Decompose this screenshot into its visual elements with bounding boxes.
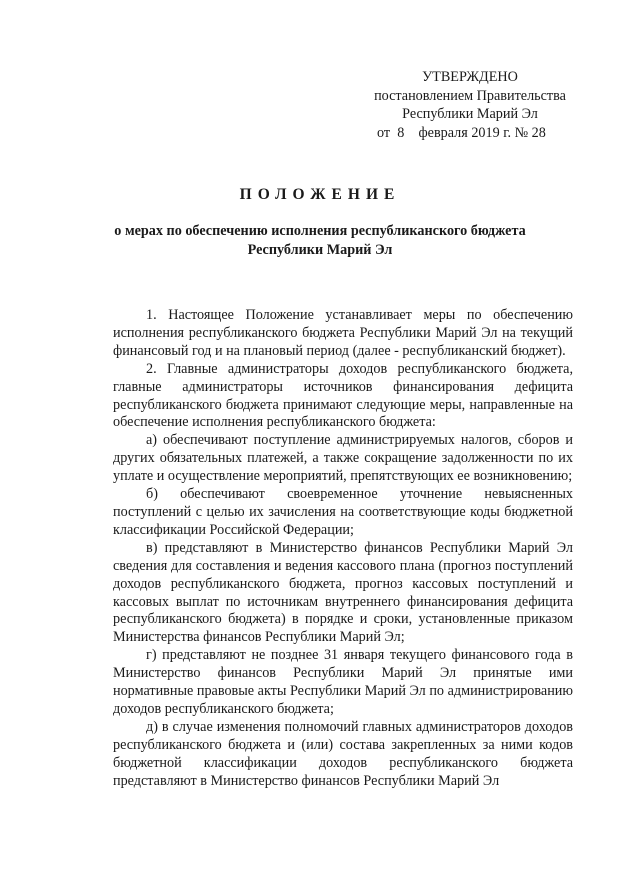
- paragraph-2v: в) представляют в Министерство финансов Республики Марий Эл сведения для составления и ведения кассового плана (прогноз поступлений доходов республиканского бюджета, прогноз кассовых поступлений и кассовых выплат по источникам внутреннего финансирования дефицита республиканского бюджета) в порядке и сроки, установленные приказом Министерства финансов Республики Марий Эл;: [113, 539, 573, 646]
- paragraph-2a: а) обеспечивают поступление администрируемых налогов, сборов и других обязательных платежей, а также сокращение задолженности по их уплате и осуществление мероприятий, препятствующих ее возникновению;: [113, 432, 573, 485]
- subtitle-line-1: о мерах по обеспечению исполнения республиканского бюджета: [114, 223, 526, 239]
- paragraph-2b: б) обеспечивают своевременное уточнение невыясненных поступлений с целью их зачисления на соответствующие коды бюджетной классификации Российской Федерации;: [113, 486, 573, 538]
- approval-date-line: от 8 февраля 2019 г. № 28: [377, 124, 546, 141]
- document-subtitle: [100, 222, 540, 260]
- document-title: ПОЛОЖЕНИЕ: [239, 186, 401, 203]
- paragraph-1: 1. Настоящее Положение устанавливает меры по обеспечению исполнения республиканского бюджета Республики Марий Эл на текущий финансовый год и на плановый период (далее - республиканский бюджет).: [113, 307, 573, 359]
- paragraph-2g: г) представляют не позднее 31 января текущего финансового года в Министерство финансов Республики Марий Эл принятые ими нормативные правовые акты Республики Марий Эл по администрированию доходов республиканского бюджета;: [113, 647, 573, 717]
- paragraph-2: 2. Главные администраторы доходов республиканского бюджета, главные администраторы источников финансирования дефицита республиканского бюджета принимают следующие меры, направленные на обеспечение исполнения республиканского бюджета:: [113, 360, 573, 431]
- approval-republic-line: Республики Марий Эл: [402, 106, 538, 122]
- approval-heading: УТВЕРЖДЕНО: [422, 69, 518, 85]
- approval-resolution-line: постановлением Правительства: [374, 87, 566, 104]
- paragraph-2d: д) в случае изменения полномочий главных администраторов доходов республиканского бюджета и (или) состава закрепленных за ними кодов бюджетной классификации доходов республиканского бюджета представляют в Министерство финансов Республики Марий Эл: [113, 718, 573, 789]
- document-body: [113, 307, 573, 790]
- approval-stamp: [365, 68, 575, 142]
- subtitle-line-2: Республики Марий Эл: [247, 242, 393, 258]
